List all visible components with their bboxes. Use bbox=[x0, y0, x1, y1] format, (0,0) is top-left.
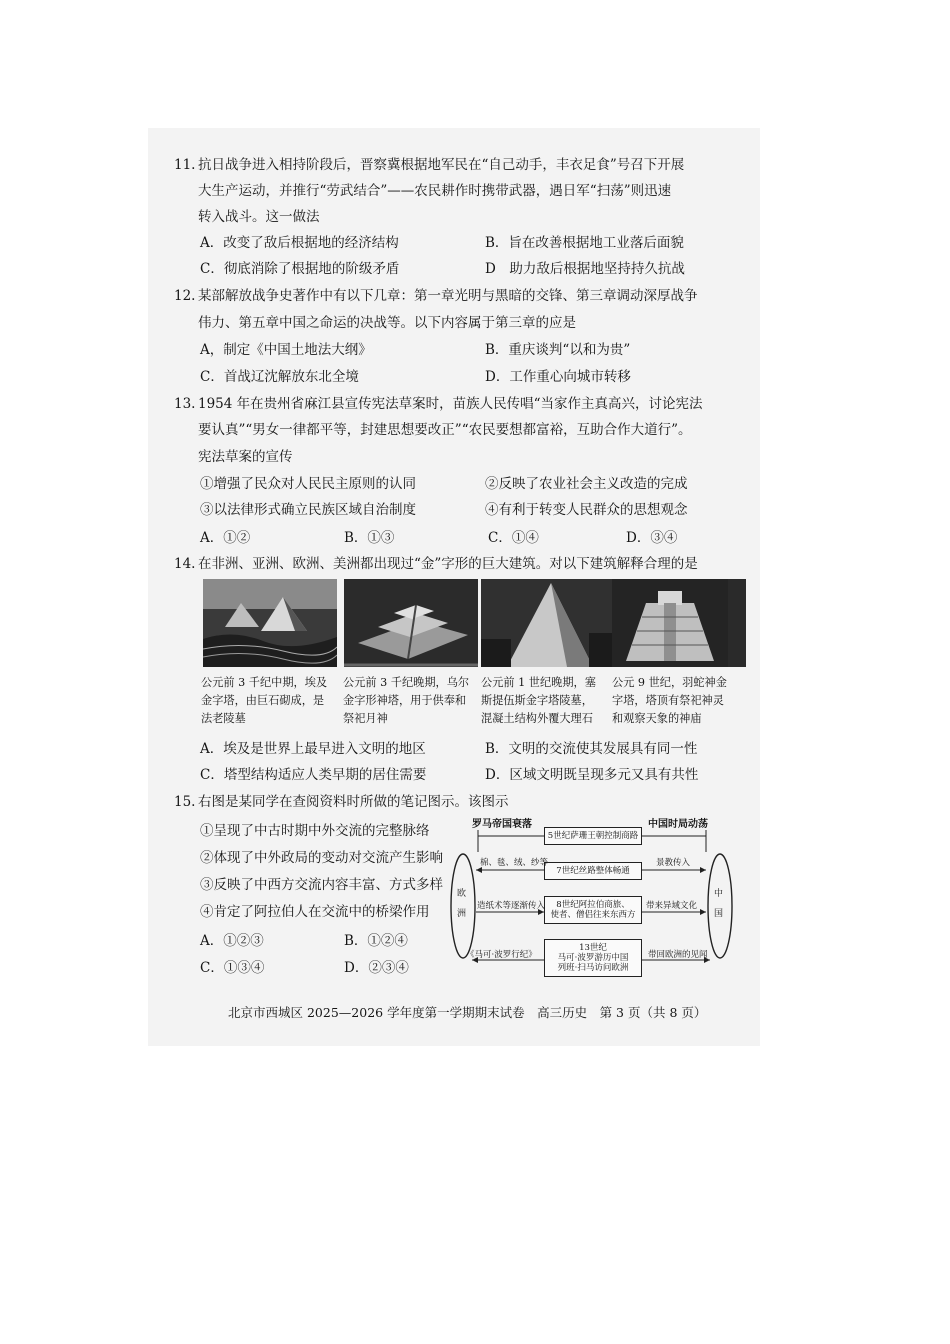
q12-option-a[interactable]: A，制定《中国土地法大纲》 bbox=[200, 342, 372, 358]
caption-4-line2: 字塔，塔顶有祭祀神灵 bbox=[612, 694, 724, 707]
q14-stem-line1: 在非洲、亚洲、欧洲、美洲都出现过“金”字形的巨大建筑。对以下建筑解释合理的是 bbox=[198, 556, 698, 572]
q15-number: 15. bbox=[174, 794, 196, 810]
page-footer: 北京市西城区 2025—2026 学年度第一学期期末试卷 高三历史 第 3 页（共 8 页） bbox=[228, 1005, 707, 1020]
diagram-right-label-1: 景教传入 bbox=[656, 858, 691, 868]
caption-1-line3: 法老陵墓 bbox=[201, 712, 246, 725]
q11-option-c[interactable]: C．彻底消除了根据地的阶级矛盾 bbox=[200, 261, 400, 277]
q13-option-a[interactable]: A．①② bbox=[200, 530, 251, 546]
q14-option-c[interactable]: C．塔型结构适应人类早期的居住需要 bbox=[200, 767, 427, 783]
diagram-label-rome: 罗马帝国衰落 bbox=[472, 819, 532, 830]
diagram-left-label-1: 棉、毯、绒、纱等 bbox=[480, 858, 549, 868]
q12-option-b[interactable]: B．重庆谈判“以和为贵” bbox=[485, 342, 631, 358]
caption-2-line3: 祭祀月神 bbox=[343, 712, 388, 725]
q11-stem-line3: 转入战斗。这一做法 bbox=[198, 209, 320, 225]
caption-1-line1: 公元前 3 千纪中期，埃及 bbox=[201, 676, 328, 689]
q14-option-d[interactable]: D．区域文明既呈现多元又具有共性 bbox=[485, 767, 699, 783]
q13-statement-2: ②反映了农业社会主义改造的完成 bbox=[485, 476, 688, 492]
diagram-box-13th-century bbox=[544, 939, 642, 977]
box3-line2: 使者、僧侣往来东西方 bbox=[550, 910, 636, 920]
q15-option-c[interactable]: C．①③④ bbox=[200, 960, 265, 976]
diagram-box-7th-century: 7世纪丝路整体畅通 bbox=[544, 862, 642, 880]
caption-4-line1: 公元 9 世纪，羽蛇神金 bbox=[612, 676, 727, 689]
pyramid-of-cestius-image bbox=[481, 579, 615, 667]
q11-option-a[interactable]: A．改变了敌后根据地的经济结构 bbox=[200, 235, 399, 251]
q11-number: 11. bbox=[174, 157, 196, 173]
q11-option-b[interactable]: B．旨在改善根据地工业落后面貌 bbox=[485, 235, 684, 251]
q13-statement-3: ③以法律形式确立民族区域自治制度 bbox=[200, 502, 416, 518]
q15-statement-1: ①呈现了中古时期中外交流的完整脉络 bbox=[200, 823, 430, 839]
diagram-right-label-3: 带回欧洲的见闻 bbox=[648, 950, 708, 960]
q11-stem-line2: 大生产运动，并推行“劳武结合”——农民耕作时携带武器，遇日军“扫荡”则迅速 bbox=[198, 183, 672, 199]
q12-stem-line1: 某部解放战争史著作中有以下几章：第一章光明与黑暗的交锋、第三章调动深厚战争 bbox=[198, 288, 698, 304]
box4-line2: 马可·波罗游历中国 bbox=[557, 953, 629, 963]
caption-1-line2: 金字塔，由巨石砌成，是 bbox=[201, 694, 325, 707]
q15-statement-4: ④肯定了阿拉伯人在交流中的桥梁作用 bbox=[200, 904, 430, 920]
diagram-box-8th-century bbox=[544, 896, 642, 924]
q13-option-c[interactable]: C．①④ bbox=[488, 530, 539, 546]
box4-line3: 列班·扫马访问欧洲 bbox=[557, 963, 629, 973]
caption-4-line3: 和观察天象的神庙 bbox=[612, 712, 702, 725]
q14-option-a[interactable]: A．埃及是世界上最早进入文明的地区 bbox=[200, 741, 426, 757]
q12-option-c[interactable]: C．首战辽沈解放东北全境 bbox=[200, 369, 359, 385]
diagram-china-oval: 中国 bbox=[714, 889, 724, 919]
q12-number: 12. bbox=[174, 288, 196, 304]
egyptian-pyramid-image bbox=[203, 579, 337, 667]
q15-statement-3: ③反映了中西方交流内容丰富、方式多样 bbox=[200, 877, 443, 893]
diagram-box-5th-century: 5世纪萨珊王朝控制商路 bbox=[544, 827, 642, 845]
diagram-left-label-2: 造纸术等逐渐传入 bbox=[477, 901, 546, 911]
caption-3-line3: 混凝土结构外覆大理石 bbox=[481, 712, 593, 725]
q15-option-d[interactable]: D．②③④ bbox=[344, 960, 409, 976]
diagram-europe-oval: 欧洲 bbox=[457, 889, 467, 919]
q14-number: 14. bbox=[174, 556, 196, 572]
q13-statement-1: ①增强了民众对人民民主原则的认同 bbox=[200, 476, 416, 492]
q13-stem-line1: 1954 年在贵州省麻江县宣传宪法草案时，苗族人民传唱“当家作主真高兴，讨论宪法 bbox=[198, 396, 703, 412]
q13-statement-4: ④有利于转变人民群众的思想观念 bbox=[485, 502, 688, 518]
q15-option-a[interactable]: A．①②③ bbox=[200, 933, 264, 949]
box3-line1: 8世纪阿拉伯商旅、 bbox=[556, 900, 630, 910]
caption-2-line2: 金字形神塔，用于供奉和 bbox=[343, 694, 467, 707]
q13-stem-line2: 要认真”“男女一律都平等，封建思想要改正”“农民要想都富裕，互助合作大道行”。 bbox=[198, 422, 692, 438]
q11-option-d[interactable]: D 助力敌后根据地坚持持久抗战 bbox=[485, 261, 685, 277]
caption-2-line1: 公元前 3 千纪晚期，乌尔 bbox=[343, 676, 470, 689]
q12-stem-line2: 伟力、第五章中国之命运的决战等。以下内容属于第三章的应是 bbox=[198, 315, 576, 331]
box4-line1: 13世纪 bbox=[579, 943, 607, 953]
q14-option-b[interactable]: B．文明的交流使其发展具有同一性 bbox=[485, 741, 698, 757]
diagram-left-label-3: 《马可·波罗行纪》 bbox=[466, 950, 537, 960]
q13-stem-line3: 宪法草案的宣传 bbox=[198, 449, 293, 465]
q13-option-d[interactable]: D．③④ bbox=[626, 530, 678, 546]
q13-option-b[interactable]: B．①③ bbox=[344, 530, 395, 546]
q15-statement-2: ②体现了中外政局的变动对交流产生影响 bbox=[200, 850, 443, 866]
kukulcan-pyramid-image bbox=[612, 579, 746, 667]
q12-option-d[interactable]: D．工作重心向城市转移 bbox=[485, 369, 631, 385]
q15-stem-line1: 右图是某同学在查阅资料时所做的笔记图示。该图示 bbox=[198, 794, 509, 810]
diagram-right-label-2: 带来异域文化 bbox=[646, 901, 698, 911]
caption-3-line1: 公元前 1 世纪晚期，塞 bbox=[481, 676, 596, 689]
q13-number: 13. bbox=[174, 396, 196, 412]
q11-stem-line1: 抗日战争进入相持阶段后，晋察冀根据地军民在“自己动手，丰衣足食”号召下开展 bbox=[198, 157, 685, 173]
caption-3-line2: 斯提伍斯金字塔陵墓， bbox=[481, 694, 593, 707]
ur-ziggurat-image bbox=[344, 579, 478, 667]
diagram-label-china-turmoil: 中国时局动荡 bbox=[648, 819, 708, 830]
q15-option-b[interactable]: B．①②④ bbox=[344, 933, 408, 949]
